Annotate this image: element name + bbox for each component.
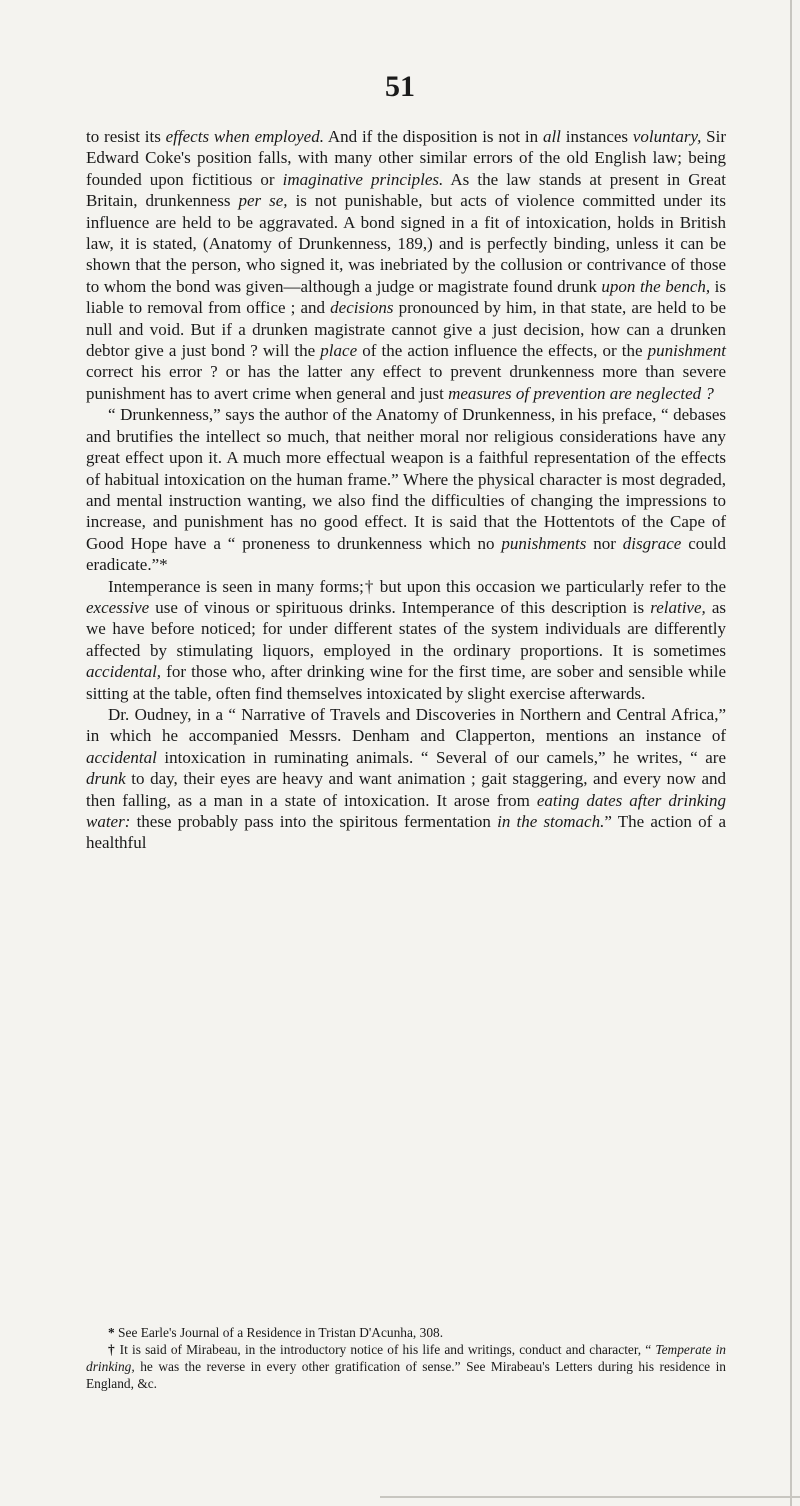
- text-run: ” The action of a healthful: [86, 812, 726, 853]
- paragraph-p4: [86, 704, 726, 854]
- text-run: pronounced by him, in that state, are held to be null and void. But if a drunken magistrate cannot give a just decision, how can a drunken debtor give a just bond ? will the: [86, 298, 727, 361]
- text-run: is not punishable, but acts of violence committed under its influence are held to be aggravated. A bond signed in a fit of intoxication, holds in British law, it is stated, (Anatomy of Drunkenness, 189,) and is perfectly binding, unless it can be shown that the person, who signed it, was inebriated by the collusion or contrivance of those to whom the bond was given—although a judge or magistrate found drunk: [86, 191, 726, 296]
- italic-text: accidental: [86, 747, 157, 767]
- italic-text: Temperate in drinking,: [86, 1342, 727, 1374]
- text-run: instances: [560, 127, 633, 146]
- footnote-marker: *: [108, 1325, 119, 1340]
- text-run: Intemperance is seen in many forms;† but upon this occasion we particularly refer to the: [108, 576, 726, 596]
- text-run: “ Drunkenness,” says the author of the Anatomy of Drunkenness, in his preface, “ debases and brutifies the intellect so much, that neither moral nor religious considerations have any great effect upon it. A much more effectual weapon is a faithful representation of the effects of habitual intoxication on the human frame.” Where the physical character is most degraded, and mental instruction wanting, we also find the difficulties of changing the impressions to increase, and punishment has no good effect. It is said that the Hottentots of the Cape of Good Hope have a “ proneness to drunkenness which no: [86, 405, 726, 553]
- text-run: It is said of Mirabeau, in the introductory notice of his life and writings, conduct and character, “: [119, 1342, 656, 1357]
- italic-text: eating dates after drinking water:: [86, 790, 726, 831]
- text-run: intoxication in ruminating animals. “ Several of our camels,” he writes, “ are: [156, 747, 726, 767]
- paragraph-p3: [86, 576, 726, 704]
- italic-text: imaginative principles.: [282, 169, 444, 189]
- italic-text: punishment: [647, 341, 726, 361]
- italic-text: upon the bench,: [601, 276, 711, 296]
- footnote-marker: †: [108, 1342, 120, 1357]
- text-run: As the law stands at present in Great Britain, drunkenness: [86, 169, 726, 211]
- text-run: use of vinous or spirituous drinks. Intemperance of this description is: [149, 597, 651, 617]
- text-run: as we have before noticed; for under different states of the system individuals are differently affected by stimulating liquors, employed in the ordinary proportions. It is sometimes: [86, 597, 726, 660]
- italic-text: decisions: [330, 298, 394, 318]
- text-run: of the action influence the effects, or the: [357, 341, 648, 361]
- page-edge-right: [790, 0, 792, 1506]
- italic-text: accidental,: [86, 662, 162, 682]
- italic-text: disgrace: [622, 533, 682, 553]
- italic-text: measures of prevention are neglected ?: [448, 383, 714, 403]
- italic-text: punishments: [501, 533, 587, 553]
- page-edge-bottom: [380, 1496, 800, 1498]
- footnote-fn1: [86, 1324, 726, 1341]
- page-number: 51: [385, 70, 415, 103]
- text-run: for those who, after drinking wine for the first time, are sober and sensible while sitting at the table, often find themselves intoxicated by slight exercise afterwards.: [86, 662, 726, 703]
- italic-text: excessive: [86, 597, 150, 617]
- italic-text: drunk: [86, 769, 126, 789]
- paragraph-p1: [86, 126, 726, 404]
- italic-text: effects when employed.: [165, 127, 324, 146]
- text-run: he was the reverse in every other gratification of sense.” See Mirabeau's Letters during his residence in England, &c.: [86, 1359, 726, 1391]
- footnotes: [86, 1324, 726, 1392]
- italic-text: place: [320, 341, 358, 361]
- italic-text: voluntary,: [632, 127, 702, 146]
- text-run: could eradicate.”*: [86, 533, 726, 575]
- italic-text: all: [542, 127, 561, 146]
- footnote-fn2: [86, 1341, 726, 1392]
- text-run: to day, their eyes are heavy and want animation ; gait staggering, and every now and then falling, as a man in a state of intoxication. It arose from: [86, 769, 726, 810]
- italic-text: per se,: [238, 191, 288, 211]
- text-run: is liable to removal from office ; and: [86, 276, 727, 318]
- text-run: See Earle's Journal of a Residence in Tristan D'Acunha, 308.: [118, 1325, 444, 1340]
- text-run: correct his error ? or has the latter any effect to prevent drunkenness more than severe punishment has to avert crime when general and just: [86, 362, 726, 403]
- italic-text: relative,: [650, 597, 706, 617]
- italic-text: in the stomach.: [497, 812, 605, 831]
- text-run: And if the disposition is not in: [323, 127, 543, 146]
- text-run: nor: [586, 533, 623, 553]
- text-run: Sir Edward Coke's position falls, with many other similar errors of the old English law; being founded upon fictitious or: [86, 127, 727, 189]
- paragraph-p2: [86, 404, 726, 575]
- text-run: these probably pass into the spiritous fermentation: [130, 812, 498, 831]
- text-run: to resist its: [86, 127, 166, 146]
- text-run: Dr. Oudney, in a “ Narrative of Travels and Discoveries in Northern and Central Africa,” in which he accompanied Messrs. Denham and Clapperton, mentions an instance of: [86, 704, 726, 746]
- body-text: [86, 126, 726, 854]
